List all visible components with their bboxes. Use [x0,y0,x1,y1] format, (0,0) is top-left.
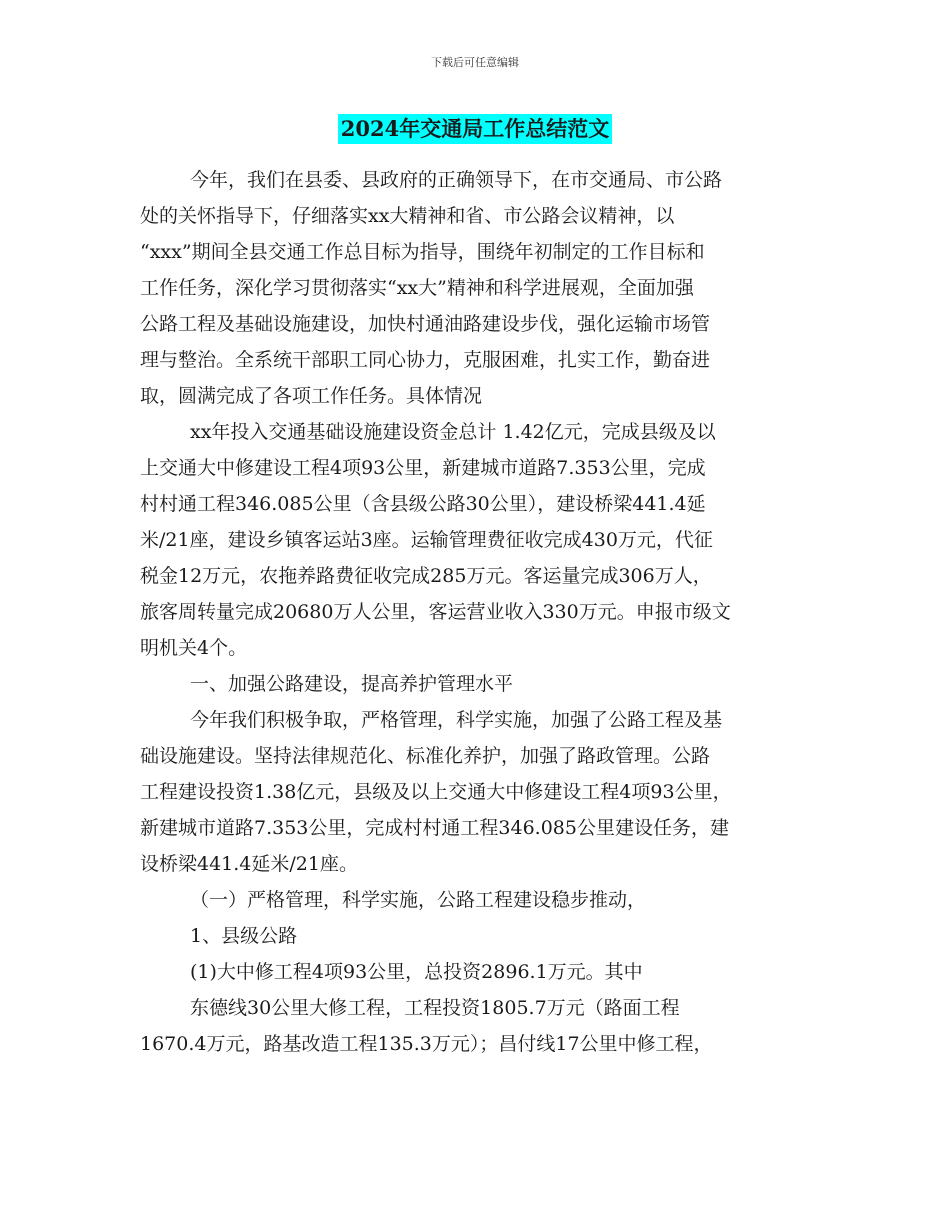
text-line: 工程建设投资1.38亿元，县级及以上交通大中修建设工程4项93公里， [140,781,732,803]
text-line: 明机关4个。 [140,637,248,659]
text-line: “xxx”期间全县交通工作总目标为指导，围绕年初制定的工作目标和 [140,241,705,263]
paragraph [140,702,830,882]
text-line: 米/21座，建设乡镇客运站3座。运输管理费征收完成430万元，代征 [140,529,713,551]
paragraph [140,162,830,414]
text-line: 1、县级公路 [190,925,298,947]
text-line: xx年投入交通基础设施建设资金总计 1.42亿元，完成县级及以 [190,421,716,443]
title-wrap [0,114,950,144]
section-heading [140,666,830,702]
text-line: 一、加强公路建设，提高养护管理水平 [190,673,514,695]
text-line: 村村通工程346.085公里（含县级公路30公里），建设桥梁441.4延 [140,493,706,515]
text-line: 公路工程及基础设施建设，加快村通油路建设步伐，强化运输市场管 [140,313,711,335]
text-line: 旅客周转量完成20680万人公里，客运营业收入330万元。申报市级文 [140,601,731,623]
text-line: 东德线30公里大修工程，工程投资1805.7万元（路面工程 [190,997,680,1019]
text-line: 取，圆满完成了各项工作任务。具体情况 [140,385,483,407]
page-header: 下载后可任意编辑 [431,56,519,69]
document-title: 2024年交通局工作总结范文 [338,114,612,144]
text-line: (1)大中修工程4项93公里，总投资2896.1万元。其中 [190,961,643,983]
paragraph [140,954,830,990]
document-body [140,162,830,1062]
text-line: 础设施建设。坚持法律规范化、标准化养护，加强了路政管理。公路 [140,745,711,767]
text-line: 今年，我们在县委、县政府的正确领导下，在市交通局、市公路 [190,169,723,191]
paragraph [140,990,830,1062]
text-line: 今年我们积极争取，严格管理，科学实施，加强了公路工程及基 [190,709,723,731]
text-line: 处的关怀指导下，仔细落实xx大精神和省、市公路会议精神，以 [140,205,675,227]
text-line: 上交通大中修建设工程4项93公里，新建城市道路7.353公里，完成 [140,457,706,479]
subsection-heading [140,882,830,918]
text-line: 设桥梁441.4延米/21座。 [140,853,358,875]
text-line: 理与整治。全系统干部职工同心协力，克服困难，扎实工作，勤奋进 [140,349,711,371]
text-line: 税金12万元，农拖养路费征收完成285万元。客运量完成306万人， [140,565,712,587]
text-line: 工作任务，深化学习贯彻落实“xx大”精神和科学进展观，全面加强 [140,277,694,299]
text-line: 新建城市道路7.353公里，完成村村通工程346.085公里建设任务，建 [140,817,729,839]
subsection-heading [140,918,830,954]
text-line: 1670.4万元，路基改造工程135.3万元）；昌付线17公里中修工程， [140,1033,713,1055]
text-line: （一）严格管理，科学实施，公路工程建设稳步推动， [190,889,647,911]
paragraph [140,414,830,666]
